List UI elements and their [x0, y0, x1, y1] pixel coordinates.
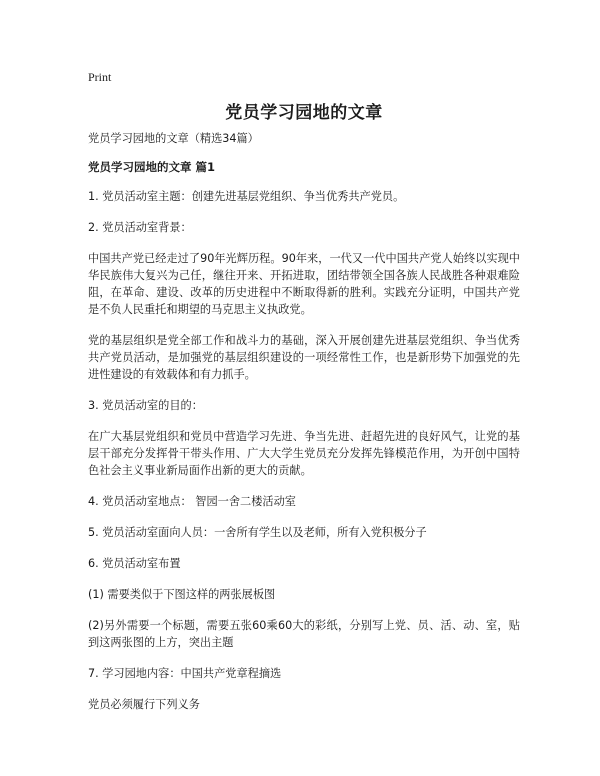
paragraph-layout-item-2: (2)另外需要一个标题，需要五张60乘60大的彩纸，分别写上党、员、活、动、室，贴到这两张图的上方，突出主题	[88, 619, 520, 649]
section-heading: 党员学习园地的文章 篇1	[88, 160, 216, 174]
paragraph-audience: 5. 党员活动室面向人员：一舍所有学生以及老师，所有入党积极分子	[88, 526, 427, 539]
paragraph-content-label: 7. 学习园地内容：中国共产党章程摘选	[88, 667, 282, 680]
paragraph-background-label: 2. 党员活动室背景：	[88, 221, 192, 234]
paragraph-layout-item-1: (1) 需要类似于下图这样的两张展板图	[88, 588, 276, 601]
print-link[interactable]: Print	[88, 70, 112, 84]
paragraph-grassroots: 党的基层组织是党全部工作和战斗力的基础，深入开展创建先进基层党组织、争当优秀共产党员活动，是加强党的基层组织建设的一项经常性工作，也是新形势下加强党的先进性建设的有效载体和有力抓手。	[88, 334, 520, 381]
paragraph-location: 4. 党员活动室地点： 智园一舍二楼活动室	[88, 495, 296, 508]
paragraph-history: 中国共产党已经走过了90年光辉历程。90年来，一代又一代中国共产党人始终以实现中华民族伟大复兴为己任，继往开来、开拓进取，团结带领全国各族人民战胜各种艰难险阻，在革命、建设、改革的历史进程中不断取得新的胜利。实践充分证明，中国共产党是不负人民重托和期望的马克思主义执政党。	[88, 252, 520, 316]
paragraph-layout-label: 6. 党员活动室布置	[88, 557, 181, 570]
article-body	[88, 130, 520, 727]
paragraph-purpose-label: 3. 党员活动室的目的：	[88, 399, 203, 412]
paragraph-duties: 党员必须履行下列义务	[88, 698, 200, 711]
article-subtitle: 党员学习园地的文章（精选34篇）	[88, 132, 259, 145]
page-title: 党员学习园地的文章	[225, 103, 383, 123]
paragraph-purpose: 在广大基层党组织和党员中营造学习先进、争当先进、赶超先进的良好风气，让党的基层干部充分发挥骨干带头作用、广大大学生党员充分发挥先锋模范作用，为开创中国特色社会主义事业新局面作出新的更大的贡献。	[88, 430, 520, 477]
paragraph-theme: 1. 党员活动室主题：创建先进基层党组织、争当优秀共产党员。	[88, 190, 405, 203]
